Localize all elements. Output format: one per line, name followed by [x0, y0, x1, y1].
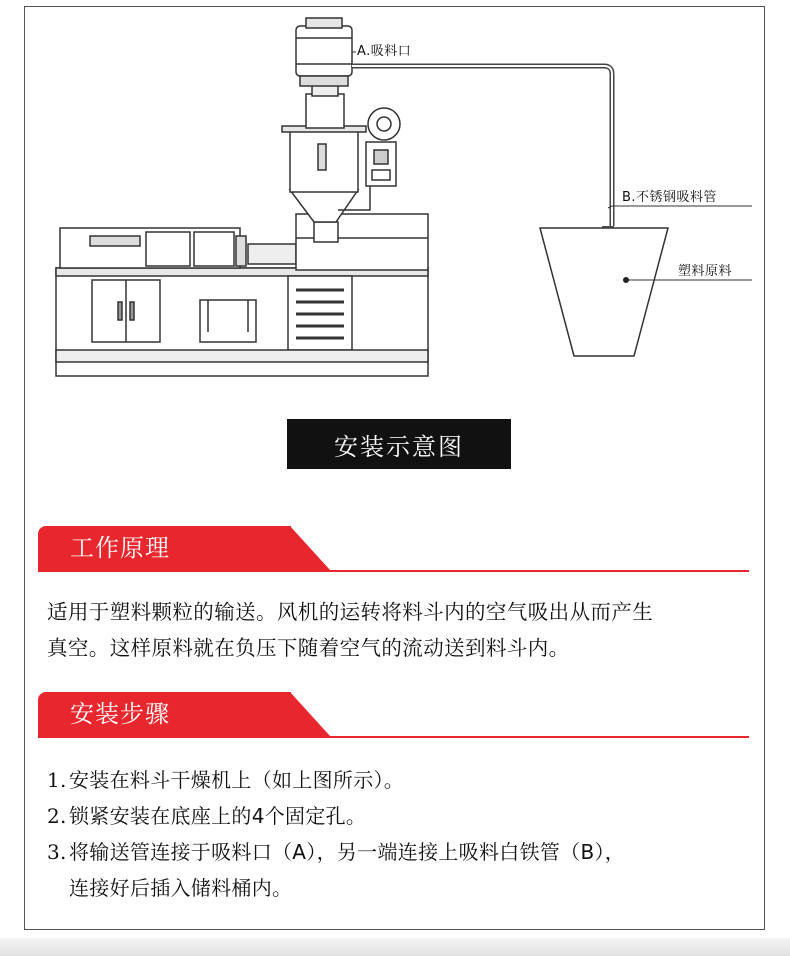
step-item — [47, 798, 752, 834]
step-item — [47, 834, 752, 870]
step-number: 2. — [47, 804, 67, 828]
section-tab-slope — [290, 692, 330, 736]
receiver-filter — [296, 26, 352, 76]
label-stainless-pipe: B.不锈钢吸料管 — [622, 190, 718, 205]
label-plastic-material: 塑料原料 — [678, 264, 733, 279]
install-steps-list — [47, 762, 752, 906]
section-principle-header — [38, 526, 749, 576]
step-number: 1. — [47, 768, 67, 792]
step-item-continued — [47, 870, 752, 906]
material-bin — [540, 228, 668, 356]
step-text: 连接好后插入储料桶内。 — [69, 876, 293, 900]
step-text: 将输送管连接于吸料口（A），另一端连接上吸料白铁管（B）， — [69, 840, 626, 864]
step-number: 3. — [47, 840, 67, 864]
section-tab-slope — [290, 526, 330, 570]
principle-text-line-2: 真空。这样原料就在负压下随着空气的流动送到料斗内。 — [47, 636, 570, 660]
diagram-caption: 安装示意图 — [287, 419, 511, 469]
hopper-stand — [314, 222, 338, 242]
section-title-install: 安装步骤 — [70, 700, 170, 728]
section-install-header — [38, 692, 749, 742]
step-item — [47, 762, 752, 798]
section-rule — [38, 736, 749, 738]
label-suction-inlet: A.吸料口 — [357, 44, 412, 59]
section-title-principle: 工作原理 — [70, 534, 170, 562]
section-rule — [38, 570, 749, 572]
page-bottom-edge — [0, 938, 790, 956]
principle-text-line-1: 适用于塑料颗粒的输送。风机的运转将料斗内的空气吸出从而产生 — [47, 600, 654, 624]
step-text: 安装在料斗干燥机上（如上图所示）。 — [69, 768, 405, 792]
step-text: 锁紧安装在底座上的4个固定孔。 — [69, 804, 367, 828]
